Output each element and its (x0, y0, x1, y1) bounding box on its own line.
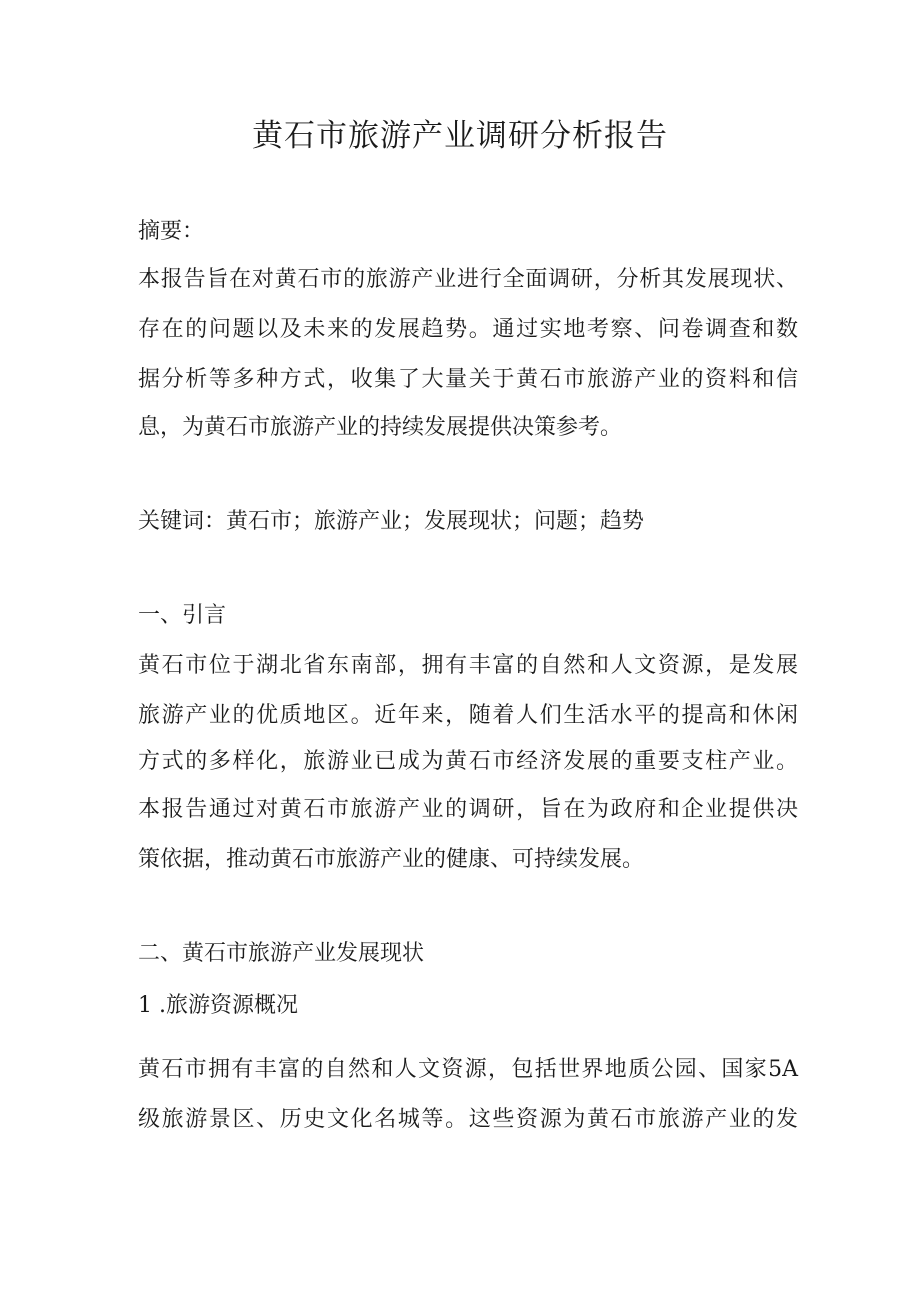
section-1-line-1: 黄石市位于湖北省东南部，拥有丰富的自然和人文资源，是发展 (138, 653, 798, 678)
section-1-line-4: 本报告通过对黄石市旅游产业的调研，旨在为政府和企业提供决 (138, 797, 798, 822)
subsection-2-1-heading: 1 .旅游资源概况 (138, 993, 298, 1018)
abstract-line-3: 据分析等多种方式，收集了大量关于黄石市旅游产业的资料和信 (138, 367, 798, 392)
section-1-heading: 一、引言 (138, 603, 227, 628)
subsection-2-1-line-2: 级旅游景区、历史文化名城等。这些资源为黄石市旅游产业的发 (138, 1107, 798, 1132)
keywords-line: 关键词：黄石市；旅游产业；发展现状；问题；趋势 (138, 509, 645, 534)
section-1-line-2: 旅游产业的优质地区。近年来，随着人们生活水平的提高和休闲 (138, 703, 798, 728)
abstract-line-4: 息，为黄石市旅游产业的持续发展提供决策参考。 (138, 415, 623, 440)
section-1-line-3: 方式的多样化，旅游业已成为黄石市经济发展的重要支柱产业。 (138, 749, 798, 774)
abstract-line-1: 本报告旨在对黄石市的旅游产业进行全面调研，分析其发展现状、 (138, 267, 798, 292)
document-title: 黄石市旅游产业调研分析报告 (252, 118, 668, 154)
abstract-line-2: 存在的问题以及未来的发展趋势。通过实地考察、问卷调查和数 (138, 317, 798, 342)
subsection-2-1-line-1: 黄石市拥有丰富的自然和人文资源，包括世界地质公园、国家5A (138, 1057, 798, 1082)
section-1-line-5: 策依据，推动黄石市旅游产业的健康、可持续发展。 (138, 847, 645, 872)
section-2-heading: 二、黄石市旅游产业发展现状 (138, 941, 425, 966)
abstract-heading: 摘要： (138, 219, 205, 244)
